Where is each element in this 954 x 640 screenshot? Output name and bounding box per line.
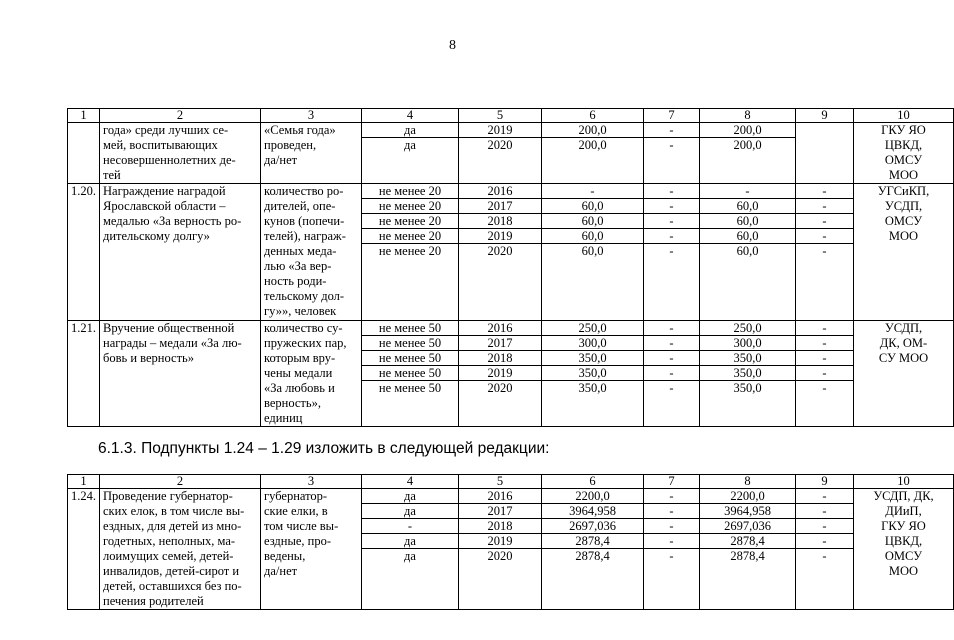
value: не менее 20 [362, 199, 458, 214]
amount: 200,0 [542, 123, 643, 138]
value: да [362, 123, 458, 138]
value-cell [362, 123, 459, 184]
header-cell: 4 [362, 109, 459, 123]
amount: 350,0 [578, 381, 607, 395]
amount: - [796, 199, 853, 214]
section-note: 6.1.3. Подпункты 1.24 – 1.29 изложить в следующей редакции: [98, 440, 550, 457]
amount: - [796, 366, 853, 381]
regional-cell [700, 184, 796, 321]
fed-cell [644, 184, 700, 321]
amount [796, 123, 853, 138]
text-line: ОМСУ [884, 549, 923, 563]
header-cell: 5 [459, 109, 542, 123]
text-line: УСДП, ДК, [873, 489, 934, 503]
text-line: СУ МОО [878, 351, 929, 365]
fed-cell [644, 123, 700, 184]
text-line: ские елки, в [264, 504, 328, 518]
amount: 350,0 [542, 366, 643, 381]
value-cell [362, 184, 459, 321]
amount: - [822, 381, 827, 395]
text-line: Ярославской области – [103, 199, 226, 213]
value: да [404, 549, 416, 563]
measure-name-cell [100, 321, 261, 427]
amount: - [796, 321, 853, 336]
header-cell: 7 [644, 475, 700, 489]
amount: - [669, 549, 674, 563]
header-cell: 8 [700, 109, 796, 123]
amount: 2878,4 [575, 549, 610, 563]
text-line: тельскому дол- [264, 289, 345, 303]
amount: - [644, 229, 699, 244]
other-cell [796, 321, 854, 427]
table-row-1-21 [68, 321, 954, 427]
other-cell [796, 123, 854, 184]
text-line: ведены, [264, 549, 306, 563]
table-row-continuation [68, 123, 954, 184]
amount: - [796, 336, 853, 351]
text-line: мей, воспитывающих [103, 138, 218, 152]
value: не менее 20 [362, 229, 458, 244]
text-line: года» среди лучших се- [103, 123, 229, 137]
amount: 2200,0 [542, 489, 643, 504]
header-cell: 10 [854, 475, 954, 489]
text-line: Награждение наградой [103, 184, 226, 198]
text-line: ЦВКД, [884, 534, 923, 548]
header-cell: 2 [100, 475, 261, 489]
value-cell [362, 489, 459, 610]
indicator-cell [261, 489, 362, 610]
amount: - [644, 519, 699, 534]
value: не менее 50 [378, 381, 442, 395]
value: да [404, 138, 416, 152]
value: не менее 20 [362, 184, 458, 199]
amount: 2697,036 [700, 519, 795, 534]
text-line: бовь и верность» [103, 351, 194, 365]
year-cell [459, 489, 542, 610]
header-cell: 8 [700, 475, 796, 489]
amount: - [644, 336, 699, 351]
amount: 2878,4 [730, 549, 765, 563]
value: не менее 50 [362, 336, 458, 351]
value: не менее 50 [362, 351, 458, 366]
amount: 60,0 [700, 229, 795, 244]
text-line: чены медали [264, 366, 333, 380]
value: не менее 50 [362, 321, 458, 336]
amount: 60,0 [542, 214, 643, 229]
amount: - [796, 504, 853, 519]
amount: - [644, 366, 699, 381]
amount: - [700, 184, 795, 199]
amount: 350,0 [542, 351, 643, 366]
text-line: ГКУ ЯО [881, 123, 926, 137]
year: 2019 [459, 534, 541, 549]
value: - [362, 519, 458, 534]
year: 2016 [459, 184, 541, 199]
text-line: тей [103, 168, 121, 182]
text-line: губернатор- [264, 489, 328, 503]
text-line: «Семья года» [264, 123, 336, 137]
regional-cell [700, 489, 796, 610]
amount: - [644, 184, 699, 199]
value: не менее 20 [362, 214, 458, 229]
measure-name-cell [100, 123, 261, 184]
text-line: МОО [888, 168, 919, 182]
header-cell: 3 [261, 109, 362, 123]
row-number-cell: 1.21. [68, 321, 100, 427]
text-line: ность роди- [264, 274, 327, 288]
amount: - [644, 351, 699, 366]
executor-cell [854, 123, 954, 184]
text-line: гу»», человек [264, 304, 337, 318]
amount: 300,0 [700, 336, 795, 351]
indicator-cell [261, 123, 362, 184]
text-line: да/нет [264, 564, 298, 578]
amount: 60,0 [542, 229, 643, 244]
text-line: Вручение общественной [103, 321, 235, 335]
text-line: лью «За вер- [264, 259, 332, 273]
amount: - [796, 489, 853, 504]
header-cell: 6 [542, 109, 644, 123]
amount: - [669, 244, 674, 258]
amount: 2878,4 [542, 534, 643, 549]
text-line: ЦВКД, [884, 138, 923, 152]
amount: 60,0 [700, 199, 795, 214]
year: 2019 [459, 123, 541, 138]
row-number-cell: 1.20. [68, 184, 100, 321]
text-line: ДИиП, [885, 504, 922, 518]
text-line: ДК, ОМ- [879, 336, 928, 350]
executor-cell [854, 184, 954, 321]
text-line: да/нет [264, 153, 298, 167]
indicator-cell [261, 321, 362, 427]
text-line: кунов (попечи- [264, 214, 345, 228]
amount: 60,0 [542, 199, 643, 214]
text-line: том числе вы- [264, 519, 339, 533]
amount: 2697,036 [542, 519, 643, 534]
year: 2020 [487, 549, 513, 563]
page-number: 8 [449, 38, 456, 53]
text-line: ездные, про- [264, 534, 332, 548]
year: 2017 [459, 504, 541, 519]
text-line: МОО [888, 229, 919, 243]
text-line: лоимущих семей, детей- [103, 549, 234, 563]
text-line: МОО [888, 564, 919, 578]
year: 2020 [487, 138, 513, 152]
table-2-header-row [68, 475, 954, 489]
year: 2017 [459, 199, 541, 214]
header-cell: 1 [68, 109, 100, 123]
amount-cell [542, 489, 644, 610]
regional-cell [700, 123, 796, 184]
text-line: количество ро- [264, 184, 344, 198]
amount: - [644, 489, 699, 504]
amount: - [644, 534, 699, 549]
text-line: телей), награж- [264, 229, 346, 243]
year: 2018 [459, 351, 541, 366]
amount: - [796, 184, 853, 199]
value: не менее 20 [378, 244, 442, 258]
value: не менее 50 [362, 366, 458, 381]
amount: 200,0 [578, 138, 607, 152]
fed-cell [644, 489, 700, 610]
text-line: УСДП, [884, 321, 923, 335]
table-2 [67, 474, 954, 610]
amount: - [796, 351, 853, 366]
amount: 60,0 [581, 244, 604, 258]
row-number-cell [68, 123, 100, 184]
amount: - [644, 123, 699, 138]
year: 2018 [459, 519, 541, 534]
year-cell [459, 321, 542, 427]
amount: 3964,958 [542, 504, 643, 519]
amount: - [644, 199, 699, 214]
text-line: которым вру- [264, 351, 336, 365]
amount: 200,0 [733, 138, 762, 152]
text-line: УГСиКП, [877, 184, 930, 198]
text-line: дительскому долгу» [103, 229, 210, 243]
amount: - [644, 214, 699, 229]
header-cell: 4 [362, 475, 459, 489]
amount: 250,0 [542, 321, 643, 336]
year-cell [459, 184, 542, 321]
text-line: пружеских пар, [264, 336, 347, 350]
header-cell: 9 [796, 475, 854, 489]
text-line: УСДП, [884, 199, 923, 213]
amount: 60,0 [700, 214, 795, 229]
amount: - [542, 184, 643, 199]
amount: - [644, 321, 699, 336]
other-cell [796, 489, 854, 610]
amount: 2878,4 [700, 534, 795, 549]
header-cell: 3 [261, 475, 362, 489]
text-line: ских елок, в том числе вы- [103, 504, 245, 518]
year: 2019 [459, 229, 541, 244]
amount: - [669, 381, 674, 395]
header-cell: 9 [796, 109, 854, 123]
amount: 350,0 [700, 351, 795, 366]
amount: - [822, 549, 827, 563]
indicator-cell [261, 184, 362, 321]
text-line: ОМСУ [884, 214, 923, 228]
amount: 350,0 [733, 381, 762, 395]
measure-name-cell [100, 489, 261, 610]
year: 2016 [459, 489, 541, 504]
year: 2017 [459, 336, 541, 351]
amount: 250,0 [700, 321, 795, 336]
row-number-cell: 1.24. [68, 489, 100, 610]
amount: - [796, 229, 853, 244]
text-line: годетных, неполных, ма- [103, 534, 236, 548]
header-cell: 7 [644, 109, 700, 123]
measure-name-cell [100, 184, 261, 321]
text-line: верность», [264, 396, 321, 410]
fed-cell [644, 321, 700, 427]
text-line: «За любовь и [264, 381, 335, 395]
amount: 300,0 [542, 336, 643, 351]
text-line: Проведение губернатор- [103, 489, 233, 503]
value: да [362, 534, 458, 549]
amount: 200,0 [700, 123, 795, 138]
text-line: детей, оставшихся без по- [103, 579, 242, 593]
executor-cell [854, 321, 954, 427]
amount-cell [542, 184, 644, 321]
text-line: ОМСУ [884, 153, 923, 167]
amount: - [796, 519, 853, 534]
table-row-1-20 [68, 184, 954, 321]
year: 2020 [487, 381, 513, 395]
amount: 3964,958 [700, 504, 795, 519]
text-line: ГКУ ЯО [881, 519, 926, 533]
amount: 2200,0 [700, 489, 795, 504]
text-line: количество су- [264, 321, 343, 335]
amount: - [796, 214, 853, 229]
amount-cell [542, 321, 644, 427]
other-cell [796, 184, 854, 321]
text-line: инвалидов, детей-сирот и [103, 564, 240, 578]
year: 2020 [487, 244, 513, 258]
text-line: единиц [264, 411, 303, 425]
amount: - [796, 534, 853, 549]
year: 2016 [459, 321, 541, 336]
text-line: ездных, для детей из мно- [103, 519, 242, 533]
amount: - [644, 504, 699, 519]
header-cell: 5 [459, 475, 542, 489]
value: да [362, 504, 458, 519]
table-1-header-row [68, 109, 954, 123]
text-line: дителей, опе- [264, 199, 336, 213]
header-cell: 1 [68, 475, 100, 489]
year: 2018 [459, 214, 541, 229]
year: 2019 [459, 366, 541, 381]
text-line: медалью «За верность ро- [103, 214, 242, 228]
text-line: проведен, [264, 138, 317, 152]
table-1 [67, 108, 954, 427]
executor-cell [854, 489, 954, 610]
amount: - [669, 138, 674, 152]
text-line: денных меда- [264, 244, 337, 258]
amount: - [822, 244, 827, 258]
value-cell [362, 321, 459, 427]
header-cell: 2 [100, 109, 261, 123]
value: да [362, 489, 458, 504]
text-line: несовершеннолетних де- [103, 153, 236, 167]
amount: 60,0 [736, 244, 759, 258]
year-cell [459, 123, 542, 184]
header-cell: 6 [542, 475, 644, 489]
header-cell: 10 [854, 109, 954, 123]
table-row-1-24 [68, 489, 954, 610]
text-line: печения родителей [103, 594, 204, 608]
regional-cell [700, 321, 796, 427]
amount-cell [542, 123, 644, 184]
amount: 350,0 [700, 366, 795, 381]
text-line: награды – медали «За лю- [103, 336, 242, 350]
